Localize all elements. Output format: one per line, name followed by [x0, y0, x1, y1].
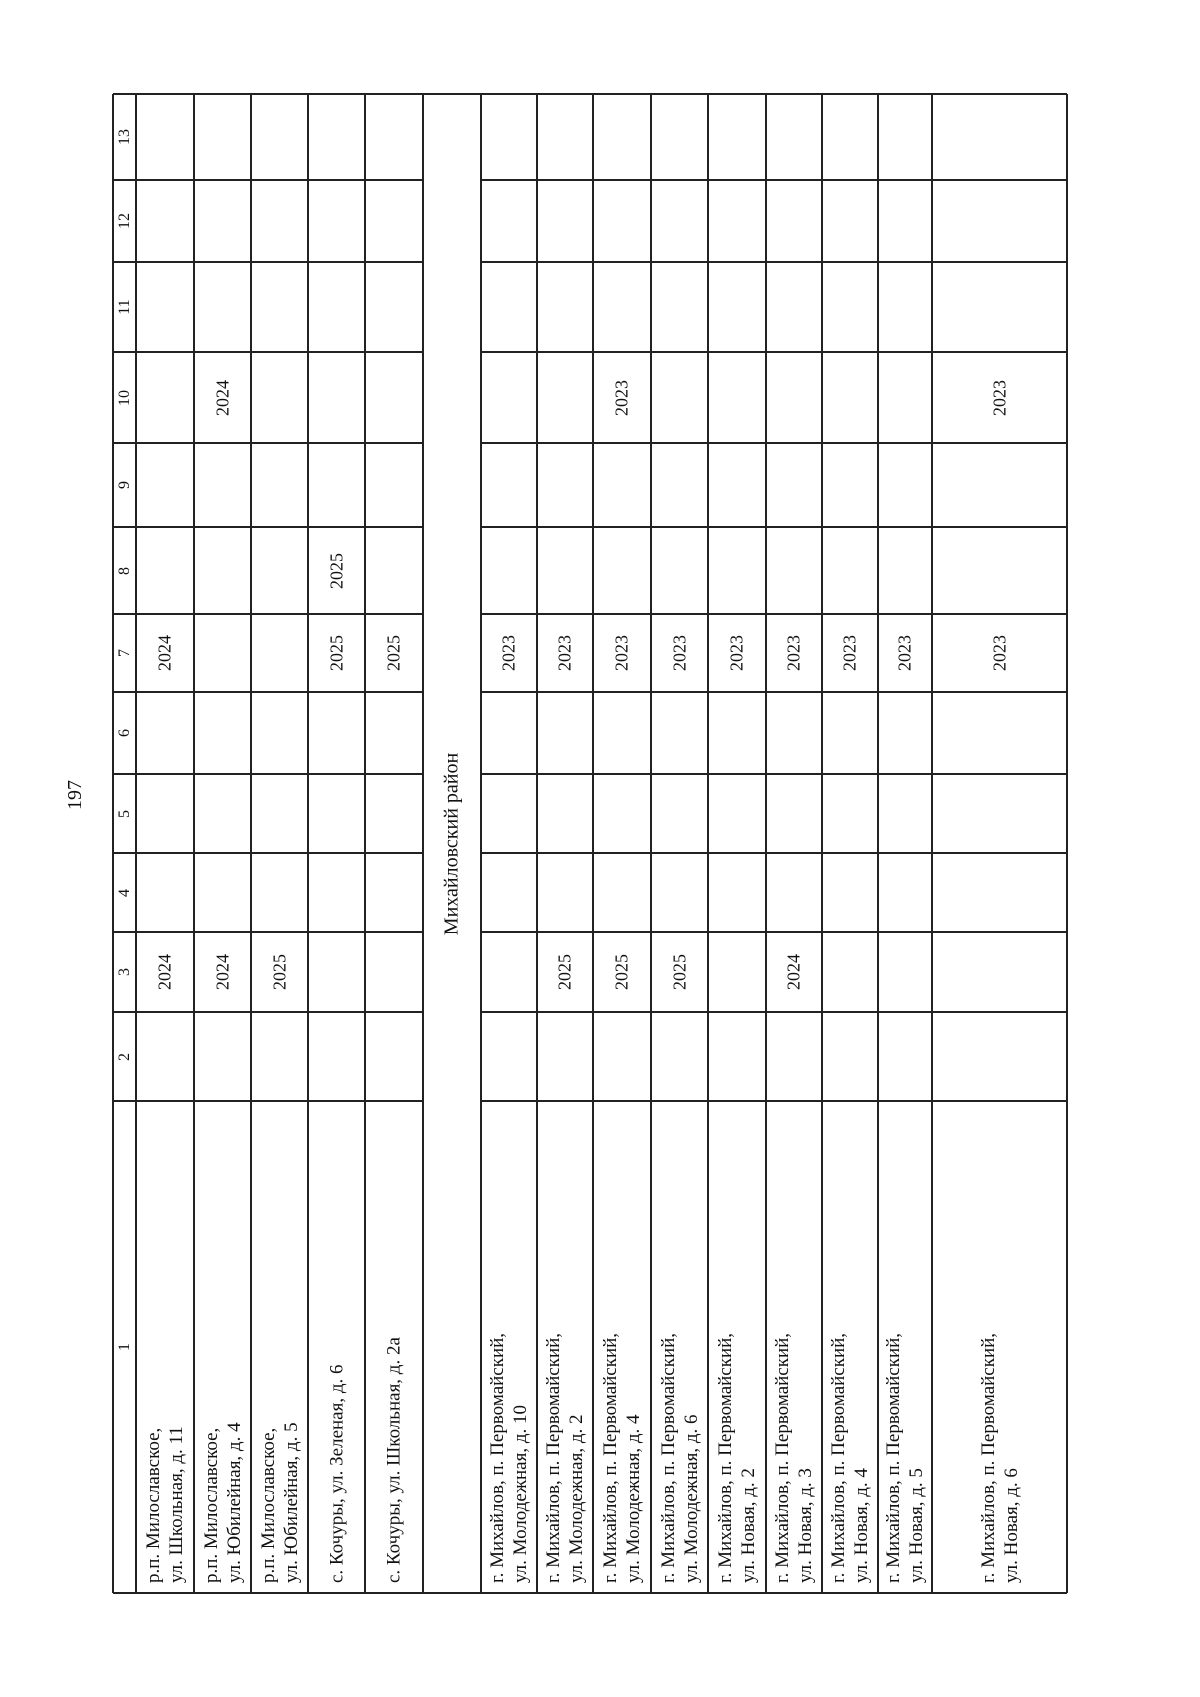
grid-hline [113, 179, 423, 181]
address-cell [878, 1101, 932, 1593]
grid-vline [422, 94, 424, 1593]
column-header-12: 12 [115, 213, 133, 229]
address-line: ул. Школьная, д. 11 [166, 1426, 187, 1583]
grid-vline [821, 94, 823, 1593]
grid-vline [1066, 94, 1068, 1593]
value-cell-col-7: 2023 [783, 635, 804, 671]
grid-hline [113, 691, 423, 693]
address-line: с. Кочуры, ул. Школьная, д. 2а [383, 1337, 405, 1583]
grid-vline [193, 94, 195, 1593]
address-line: ул. Новая, д. 3 [795, 1468, 816, 1583]
address-cell [365, 1101, 423, 1593]
address-line: ул. Новая, д. 4 [851, 1468, 872, 1583]
value-cell-col-7: 2025 [326, 635, 346, 671]
page-number: 197 [63, 780, 86, 810]
address-line: ул. Юбилейная, д. 5 [280, 1422, 302, 1583]
address-cell [766, 1101, 822, 1593]
address-line: ул. Новая, д. 2 [738, 1468, 759, 1583]
address-cell [136, 1101, 194, 1593]
grid-hline [481, 931, 1067, 933]
address-line: г. Михайлов, п. Первомайский, [977, 1332, 999, 1583]
grid-vline [592, 94, 594, 1593]
value-cell-col-10: 2024 [212, 379, 232, 416]
address-line: г. Михайлов, п. Первомайский, [828, 1332, 849, 1583]
value-cell-col-3: 2024 [212, 954, 232, 990]
grid-vline [650, 94, 652, 1593]
address-cell [822, 1101, 878, 1593]
address-cell [194, 1101, 251, 1593]
address-line: ул. Новая, д. 6 [1000, 1468, 1022, 1583]
grid-hline [113, 442, 423, 444]
address-line: р.п. Милославское, [143, 1427, 164, 1583]
address-cell [481, 1101, 537, 1593]
grid-vline [877, 94, 879, 1593]
column-header-1: 1 [115, 1343, 133, 1351]
grid-hline [481, 442, 1067, 444]
address-line: р.п. Милославское, [200, 1427, 222, 1583]
column-header-13: 13 [115, 129, 133, 145]
address-cell [251, 1101, 308, 1593]
address-cell [708, 1101, 766, 1593]
value-cell-col-7: 2023 [989, 635, 1009, 671]
value-cell-col-7: 2023 [726, 635, 747, 671]
address-line: г. Михайлов, п. Первомайский, [883, 1332, 904, 1583]
value-cell-col-7: 2023 [554, 635, 575, 671]
address-line: г. Михайлов, п. Первомайский, [543, 1332, 564, 1583]
address-line: с. Кочуры, ул. Зеленая, д. 6 [326, 1364, 347, 1583]
column-header-11: 11 [115, 299, 133, 315]
value-cell-col-3: 2024 [154, 954, 175, 990]
grid-hline [481, 613, 1067, 615]
address-line: г. Михайлов, п. Первомайский, [487, 1332, 508, 1583]
value-cell-col-8: 2025 [326, 552, 346, 589]
grid-hline [113, 93, 1067, 95]
value-cell-col-10: 2023 [611, 379, 632, 416]
grid-hline [113, 351, 423, 353]
grid-vline [536, 94, 538, 1593]
address-line: г. Михайлов, п. Первомайский, [600, 1332, 621, 1583]
address-line: ул. Молодежная, д. 6 [680, 1414, 702, 1583]
grid-vline [364, 94, 366, 1593]
grid-hline [481, 1011, 1067, 1013]
grid-hline [113, 931, 423, 933]
column-header-5: 5 [115, 809, 133, 818]
value-cell-col-7: 2023 [611, 635, 632, 671]
grid-hline [481, 261, 1067, 263]
value-cell-col-7: 2024 [154, 635, 175, 671]
grid-vline [307, 94, 309, 1593]
grid-hline [481, 526, 1067, 528]
grid-hline [481, 179, 1067, 181]
address-line: р.п. Милославское, [257, 1427, 279, 1583]
address-line: г. Михайлов, п. Первомайский, [715, 1332, 736, 1583]
value-cell-col-3: 2025 [554, 954, 575, 990]
grid-hline [481, 773, 1067, 775]
grid-hline [113, 1011, 423, 1013]
region-row: Михайловский район [440, 752, 463, 935]
value-cell-col-3: 2025 [269, 954, 289, 990]
grid-vline [135, 94, 137, 1593]
grid-vline [480, 94, 482, 1593]
address-cell [308, 1101, 365, 1593]
value-cell-col-7: 2023 [839, 635, 860, 671]
address-line: ул. Молодежная, д. 2 [566, 1414, 587, 1583]
column-header-7: 7 [115, 649, 133, 657]
address-cell [932, 1101, 1067, 1593]
value-cell-col-7: 2025 [383, 635, 404, 671]
grid-hline [113, 261, 423, 263]
column-header-8: 8 [115, 566, 133, 575]
address-line: ул. Молодежная, д. 10 [510, 1405, 531, 1583]
address-cell [651, 1101, 708, 1593]
address-line: ул. Юбилейная, д. 4 [223, 1422, 245, 1583]
value-cell-col-10: 2023 [989, 379, 1009, 416]
grid-hline [113, 1100, 423, 1102]
grid-vline [250, 94, 252, 1593]
address-cell [593, 1101, 651, 1593]
address-cell [537, 1101, 593, 1593]
grid-vline [112, 94, 114, 1593]
grid-hline [113, 1592, 1067, 1594]
column-header-3: 3 [115, 968, 133, 976]
address-line: г. Михайлов, п. Первомайский, [772, 1332, 793, 1583]
grid-hline [113, 526, 423, 528]
column-header-2: 2 [115, 1052, 133, 1061]
address-line: ул. Новая, д. 5 [906, 1468, 927, 1583]
grid-vline [931, 94, 933, 1593]
value-cell-col-7: 2023 [894, 635, 915, 671]
value-cell-col-3: 2024 [783, 954, 804, 990]
grid-hline [481, 691, 1067, 693]
value-cell-col-3: 2025 [669, 954, 689, 990]
grid-hline [481, 1100, 1067, 1102]
value-cell-col-7: 2023 [669, 635, 689, 671]
address-line: ул. Молодежная, д. 4 [623, 1414, 644, 1583]
grid-hline [481, 852, 1067, 854]
column-header-10: 10 [115, 389, 133, 406]
schedule-table [113, 94, 1067, 1593]
grid-vline [707, 94, 709, 1593]
grid-hline [113, 613, 423, 615]
column-header-6: 6 [115, 729, 133, 737]
grid-hline [113, 773, 423, 775]
value-cell-col-3: 2025 [611, 954, 632, 990]
value-cell-col-7: 2023 [498, 635, 519, 671]
grid-hline [113, 852, 423, 854]
column-header-9: 9 [115, 481, 133, 489]
grid-vline [765, 94, 767, 1593]
column-header-4: 4 [115, 888, 133, 897]
address-line: г. Михайлов, п. Первомайский, [657, 1332, 679, 1583]
grid-hline [481, 351, 1067, 353]
